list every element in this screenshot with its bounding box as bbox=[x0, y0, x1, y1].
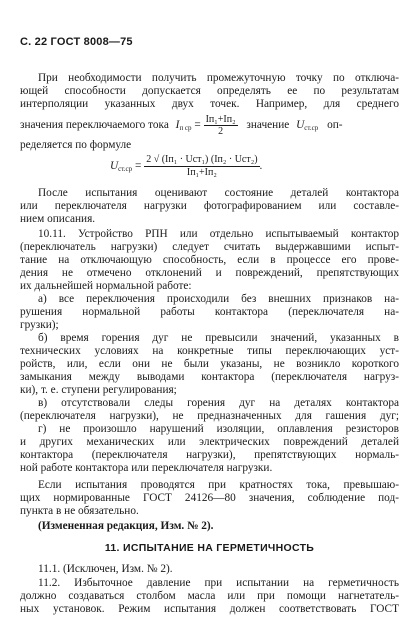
text-line: пункта в не обязательно. bbox=[20, 505, 139, 517]
text-line: ющей способности допускается определять ее по результатам bbox=[20, 85, 399, 97]
formula-lhs-sub: ст.ср bbox=[118, 165, 133, 173]
text-line: г) не произошло нарушений изоляции, оплавления резисторов bbox=[38, 423, 399, 435]
text-line: (переключателя нагрузки), не предназначенных для гашения дуг; bbox=[20, 410, 399, 422]
text-fragment: значение bbox=[246, 119, 290, 131]
text-line: При необходимости получить промежуточную точку по отключа- bbox=[38, 72, 399, 84]
text-line: (переключатель нагрузки) следует считать выдержавшими испыт- bbox=[20, 241, 399, 253]
formula-numerator: 2 √ (Iп₁ · Uст₁) (Iп₂ · Uст₂) bbox=[146, 153, 258, 165]
text-fragment: оп- bbox=[327, 119, 343, 131]
text-line: интерполяции указанных двух точек. Например, для среднего bbox=[20, 98, 399, 110]
formula-eq: = bbox=[194, 119, 201, 131]
text-line: в) отсутствовали следы горения дуг на деталях контактора bbox=[38, 397, 399, 409]
text-line: дения не отмечено отклонений и повреждений, препятствующих bbox=[20, 267, 399, 279]
text-line: ки), т. е. ступени регулирования; bbox=[20, 384, 177, 396]
text-line: б) время горения дуг не превысили значений, указанных в bbox=[38, 332, 399, 344]
text-line: 11.1. (Исключен, Изм. № 2). bbox=[38, 563, 173, 575]
formula-end: . bbox=[259, 160, 263, 172]
text-line: и других механических или электрических повреждений деталей bbox=[20, 436, 399, 448]
text-line: 10.11. Устройство РПН или отдельно испытываемый контактор bbox=[38, 228, 399, 240]
formula-fraction bbox=[144, 154, 259, 179]
text-line: ройств, или, если они не были указаны, не возникло короткого bbox=[20, 358, 399, 370]
text-line: щих нормированные ГОСТ 24126—80 значения, соблюдение под- bbox=[20, 492, 399, 504]
text-line: нием описания. bbox=[20, 213, 96, 225]
formula-eq: = bbox=[135, 160, 142, 172]
text-line: рушения нормальной работы контактора (переключателя на- bbox=[20, 306, 399, 318]
text-line: их дальнейшей нормальной работе: bbox=[20, 280, 192, 292]
text-line: должно создаваться столбом масла или при помощи нагнетатель- bbox=[20, 590, 399, 602]
text-line: Если испытания проводятся при кратностях тока, превышаю- bbox=[38, 479, 399, 491]
amendment-note: (Измененная редакция, Изм. № 2). bbox=[38, 520, 214, 532]
formula-line: значения переключаемого тока $I_{п ср}$ = $\frac{\text{Iп₁+Iп₂}}{2}$ значение $U_{ст.ср}$ оп- bbox=[20, 113, 343, 137]
text-line: ных установок. Режим испытания должен соответствовать ГОСТ bbox=[20, 603, 399, 615]
page-header: С. 22 ГОСТ 8008—75 bbox=[20, 36, 133, 48]
formula-lhs-sub: п ср bbox=[179, 124, 192, 132]
formula-block bbox=[110, 152, 350, 180]
text-line: технических условиях на конкретные типы переключающих уст- bbox=[20, 345, 399, 357]
text-line: тание на отключающую способность, если в процессе его прове- bbox=[20, 254, 399, 266]
text-line: ределяется по формуле bbox=[20, 139, 132, 151]
formula-lhs: I bbox=[175, 119, 180, 131]
text-fragment: значения переключаемого тока bbox=[20, 119, 169, 131]
section-title: 11. ИСПЫТАНИЕ НА ГЕРМЕТИЧНОСТЬ bbox=[104, 542, 315, 554]
text-line: После испытания оценивают состояние деталей контактора bbox=[38, 187, 399, 199]
formula-denominator: Iп₁+Iп₂ bbox=[186, 166, 217, 178]
formula-lhs: U bbox=[110, 160, 119, 172]
text-line: а) все переключения происходили без внешних признаков на- bbox=[38, 293, 399, 305]
formula-fraction bbox=[204, 114, 238, 137]
formula-numerator: Iп₁+Iп₂ bbox=[205, 113, 236, 125]
text-line: замыкания между выводами контактора (переключателя нагруз- bbox=[20, 371, 399, 383]
text-line: грузки); bbox=[20, 319, 59, 331]
text-line: контактора (переключателя нагрузки), препятствующих нормаль- bbox=[20, 449, 399, 461]
formula-denominator: 2 bbox=[218, 125, 224, 137]
text-line: или переключателя нагрузки фотографированием или составле- bbox=[20, 200, 399, 212]
text-line: ной работе контактора или переключателя нагрузки. bbox=[20, 462, 273, 474]
text-line: 11.2. Избыточное давление при испытании на герметичность bbox=[38, 577, 399, 589]
